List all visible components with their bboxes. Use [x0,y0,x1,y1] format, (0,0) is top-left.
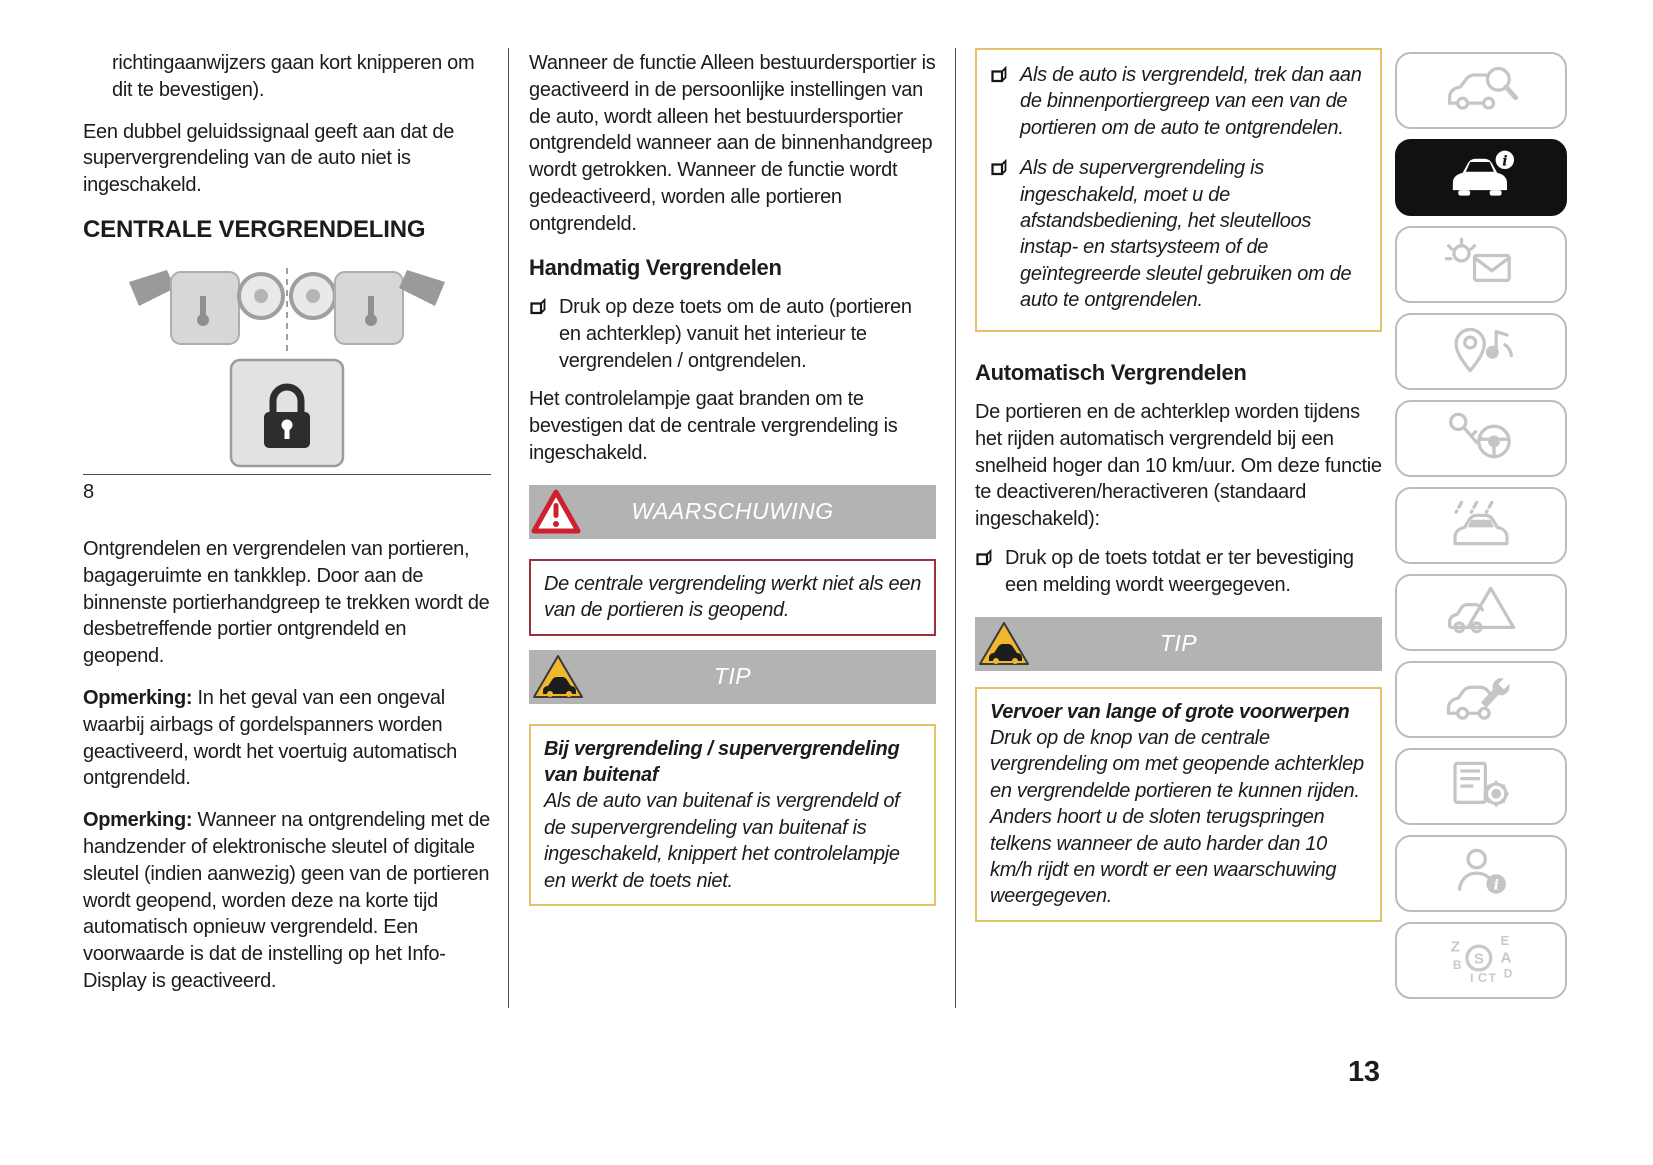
info-box [975,48,1382,332]
square-bullet-icon [529,297,547,324]
subsection-heading: Automatisch Vergrendelen [975,359,1247,385]
car-maintenance-icon [1444,671,1518,728]
warning-banner [529,485,936,539]
tip-box-title: Vervoer van lange of grote voorwerpen [990,700,1350,723]
tip-triangle-car-icon [531,653,585,701]
svg-text:C: C [1477,969,1487,984]
list-item-text: Druk op de toets totdat er ter bevestiging een melding wordt weergegeven. [1005,546,1354,596]
sidebar-item-multimedia[interactable] [1395,313,1567,390]
tip-banner-label: TIP [713,663,752,690]
tip-box [529,724,936,906]
section-heading: CENTRALE VERGRENDELING [83,215,426,243]
warning-box-text: De centrale vergrendeling werkt niet als een van de portieren is geopend. [544,572,922,622]
sidebar-item-index[interactable] [1395,922,1567,999]
sidebar-item-starting-driving[interactable] [1395,400,1567,477]
svg-text:i: i [1502,153,1508,170]
emergency-triangle-car-icon [1444,584,1518,641]
sidebar-item-driver-assistance[interactable] [1395,487,1567,564]
paragraph: Ontgrendelen en vergrendelen van portieren, bagageruimte en tankklep. Door aan de binnenste portierhandgreep te trekken wordt de desbetreffende portier ontgrendeld en geopend. [83,537,490,668]
continuation-paragraph: richtingaanwijzers gaan kort knipperen om dit te bevestigen). [112,52,475,101]
sidebar-item-emergency[interactable] [1395,574,1567,651]
tip-banner [975,617,1382,671]
list-item-text: Als de auto is vergrendeld, trek dan aan de binnenportiergreep van een van de portieren om de auto te ontgrendelen. [1020,64,1362,139]
svg-text:T: T [1488,970,1496,984]
warning-banner-label: WAARSCHUWING [631,498,834,525]
tip-box-text: Als de auto van buitenaf is vergrendeld of de supervergrendeling van buitenaf is ingeschakeld, knippert het controlelampje en werkt de toets niet. [544,790,900,892]
column-divider [508,48,509,1008]
doors-lock-illustration [83,266,491,468]
note-label: Opmerking: [83,809,193,832]
paragraph: De portieren en de achterklep worden tijdens het rijden automatisch vergrendeld bij een snelheid hoger dan 10 km/uur. Om deze functie te deactiveren/heractiveren (standaard ingeschakeld): [975,400,1382,531]
sidebar-item-know-your-car[interactable] [1395,52,1567,129]
svg-text:D: D [1503,966,1513,981]
square-bullet-icon [990,158,1008,184]
note-label: Opmerking: [83,686,193,709]
note-paragraph: Opmerking: Wanneer na ontgrendeling met de handzender of elektronische sleutel of digitale sleutel (indien aanwezig) geen van de portieren wordt geopend, worden deze na korte tijd automatisch opnieuw vergrendeld. Een voorwaarde is dat de instelling op het Info-Display is geactiveerd. [83,809,490,992]
tip-box-text: Druk op de knop van de centrale vergrendeling om met geopende achterklep en vergrendelde portieren te kunnen rijden. Anders hoort u de sloten terugspringen telkens wanneer de auto harder dan 10 km/h rijdt en wordt er een waarschuwing weergegeven. [990,726,1364,908]
list-item [529,294,936,374]
chapter-tabs [1395,52,1567,999]
navigation-audio-icon [1444,323,1518,380]
person-info-icon [1444,845,1518,902]
list-item-text: Als de supervergrendeling is ingeschakeld, moet u de afstandsbediening, het sleutelloos instap- en startsysteem of de geïntegreerde sleutel gebruiken om de auto te ontgrendelen. [1020,157,1352,312]
tip-box [975,687,1382,922]
svg-text:Z: Z [1450,938,1460,956]
tip-banner [529,650,936,704]
svg-text:A: A [1500,949,1512,967]
key-steering-icon [1444,410,1518,467]
sidebar-item-technical-data[interactable] [1395,748,1567,825]
list-item [975,545,1382,599]
sidebar-item-customer-info[interactable] [1395,835,1567,912]
paragraph: Het controlelampje gaat branden om te bevestigen dat de centrale vergrendeling is ingeschakeld. [529,388,898,465]
figure-central-locking [83,266,491,468]
warning-message-icon [1444,236,1518,293]
list-item [990,155,1367,313]
svg-text:i: i [1493,877,1499,894]
car-magnifier-icon [1444,62,1518,119]
svg-text:B: B [1452,957,1462,972]
sidebar-item-warning-lights[interactable] [1395,226,1567,303]
paragraph: Wanneer de functie Alleen bestuurdersportier is geactiveerd in de persoonlijke instellingen van de auto, wordt alleen het bestuurdersportier ontgrendeld wanneer aan de binnenhandgreep wordt getrokken. Wanneer de functie wordt gedeactiveerd, worden alle portieren ontgrendeld. [529,52,936,235]
square-bullet-icon [990,65,1008,91]
warning-triangle-icon [531,489,581,535]
svg-text:I: I [1470,970,1474,984]
column-left [83,50,491,1010]
list-item-text: Druk op deze toets om de auto (portieren en achterklep) vanuit het interieur te vergrendelen / ontgrendelen. [559,296,912,372]
figure-divider [83,474,491,475]
tip-banner-label: TIP [1159,630,1198,657]
technical-specs-icon [1444,758,1518,815]
warning-box [529,559,936,636]
sidebar-item-maintenance[interactable] [1395,661,1567,738]
driving-car-icon [1444,497,1518,554]
svg-text:E: E [1500,933,1509,948]
paragraph: Een dubbel geluidssignaal geeft aan dat de supervergrendeling van de auto niet is ingeschakeld. [83,120,455,197]
subsection-heading: Handmatig Vergrendelen [529,254,782,280]
figure-number: 8 [83,481,94,504]
tip-box-title: Bij vergrendeling / supervergrendeling van buitenaf [544,737,900,786]
car-info-icon [1444,149,1518,206]
list-item [990,62,1367,141]
lock-button-icon [231,360,343,466]
alphabetical-index-icon [1444,932,1518,989]
column-right [975,48,1382,938]
note-paragraph: Opmerking: In het geval van een ongeval waarbij airbags of gordelspanners worden geactiveerd, wordt het voertuig automatisch ontgrendeld. [83,686,457,790]
svg-text:S: S [1473,950,1484,968]
column-middle [529,50,936,922]
square-bullet-icon [975,548,993,575]
sidebar-item-dashboard-info[interactable] [1395,139,1567,216]
page-number: 13 [1348,1056,1380,1088]
column-divider [955,48,956,1008]
tip-triangle-car-icon [977,620,1031,668]
